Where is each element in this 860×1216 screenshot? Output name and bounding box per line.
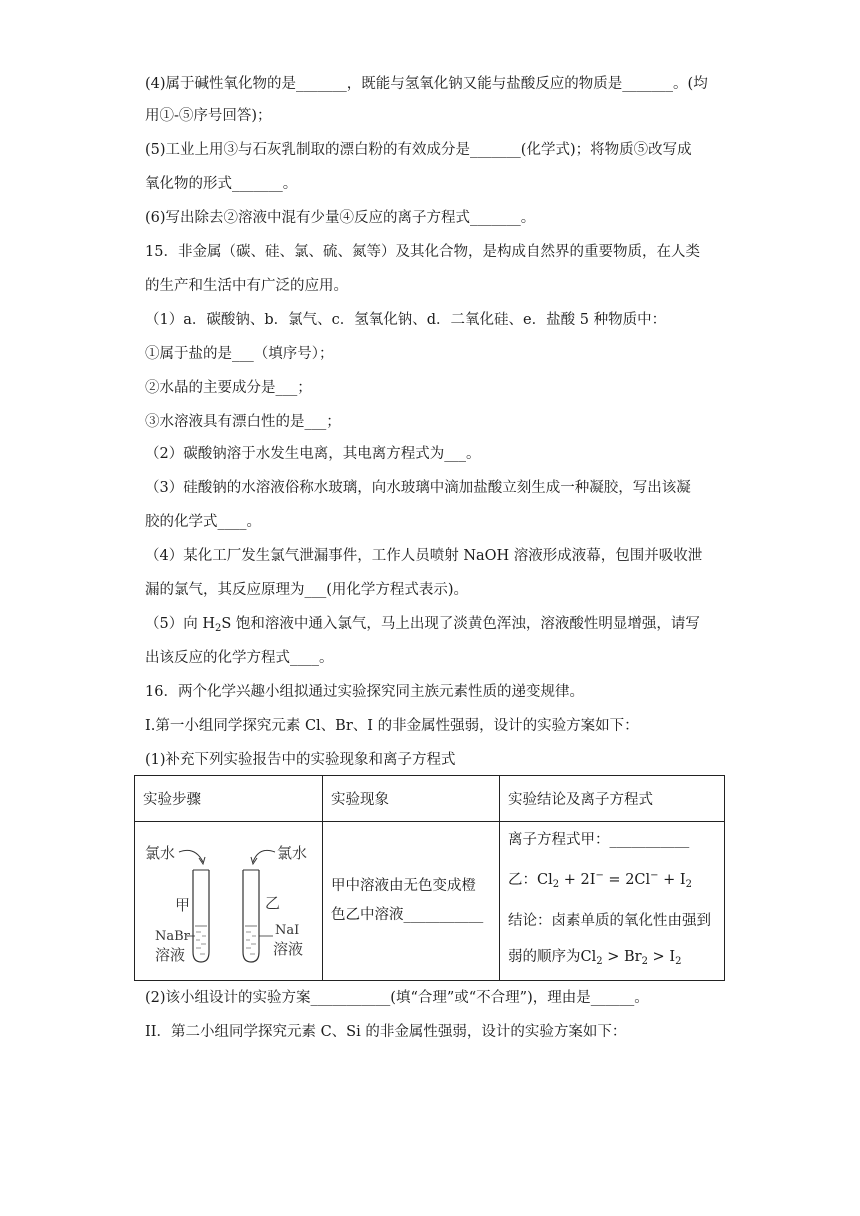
solution-label-left: 溶液 xyxy=(155,946,186,964)
header-conclusion: 实验结论及离子方程式 xyxy=(500,776,725,822)
q16-part2: (2)该小组设计的实验方案___________(填“合理”或“不合理”)，理由是______。 xyxy=(145,990,649,1006)
q16-stem: 16．两个化学兴趣小组拟通过实验探究同主族元素性质的递变规律。 xyxy=(145,684,584,700)
q16-part-i-intro: I.第一小组同学探究元素 Cl、Br、I 的非金属性强弱，设计的实验方案如下： xyxy=(145,718,639,734)
q15-part1-intro: （1）a．碳酸钠、b．氯气、c．氢氧化钠、d．二氧化硅、e．盐酸 5 种物质中： xyxy=(145,312,667,328)
diagram-cell xyxy=(135,822,323,981)
arrow-left xyxy=(179,850,203,862)
conclusion-line1: 结论：卤素单质的氧化性由强到 xyxy=(508,913,711,929)
q15-part5-rest: S 饱和溶液中通入氯气，马上出现了淡黄色浑浊，溶液酸性明显增强，请写 xyxy=(221,616,700,632)
q15-part3-line1: （3）硅酸钠的水溶液俗称水玻璃，向水玻璃中滴加盐酸立刻生成一种凝胶，写出该凝 xyxy=(145,480,691,496)
tube-b-label: 乙 xyxy=(265,894,281,912)
equation-b-prefix: 乙： xyxy=(508,872,537,888)
q15-part5-line1 xyxy=(145,614,700,639)
q15-part5-line2: 出该反应的化学方程式____。 xyxy=(145,650,334,666)
q14-part5-line2: 氧化物的形式_______。 xyxy=(145,176,298,192)
test-tube-diagram xyxy=(135,822,321,980)
q15-stem-line1: 15．非金属（碳、硅、氯、硫、氮等）及其化合物，是构成自然界的重要物质，在人类 xyxy=(145,244,700,260)
chlorine-water-label-right: 氯水 xyxy=(277,844,308,862)
equation-a: 离子方程式甲：___________ xyxy=(508,832,690,848)
nai-label: NaI xyxy=(275,923,300,938)
phenomenon-line2: 色乙中溶液___________ xyxy=(331,907,484,923)
phenomenon-line1: 甲中溶液由无色变成橙 xyxy=(331,878,476,894)
table-row xyxy=(135,822,725,981)
table-header-row xyxy=(135,776,725,822)
q16-part1: (1)补充下列实验报告中的实验现象和离子方程式 xyxy=(145,752,456,768)
phenomenon-cell xyxy=(323,822,500,981)
nabr-label: NaBr xyxy=(155,929,190,944)
tube-a-label: 甲 xyxy=(175,896,191,914)
q15-part4-line2: 漏的氯气，其反应原理为___(用化学方程式表示)。 xyxy=(145,582,469,598)
q15-part1-c: ③水溶液具有漂白性的是___； xyxy=(145,414,341,430)
header-steps: 实验步骤 xyxy=(135,776,323,822)
q15-stem-line2: 的生产和生活中有广泛的应用。 xyxy=(145,278,348,294)
q14-part6: (6)写出除去②溶液中混有少量④反应的离子方程式_______。 xyxy=(145,210,536,226)
q15-part2: （2）碳酸钠溶于水发生电离，其电离方程式为___。 xyxy=(145,446,481,462)
experiment-table xyxy=(134,775,725,981)
header-phenomenon: 实验现象 xyxy=(323,776,500,822)
q14-part4-line1: (4)属于碱性氧化物的是_______，既能与氢氧化钠又能与盐酸反应的物质是_______。(均 xyxy=(145,76,708,92)
tube-b-liquid-hatch xyxy=(246,932,256,954)
q14-part4-line2: 用①-⑤序号回答)； xyxy=(145,108,272,124)
chlorine-water-label-left: 氯水 xyxy=(145,844,176,862)
solution-label-right: 溶液 xyxy=(273,940,304,958)
tube-a-liquid-hatch xyxy=(196,932,206,954)
q16-part-ii-intro: II．第二小组同学探究元素 C、Si 的非金属性强弱，设计的实验方案如下： xyxy=(145,1024,627,1040)
q15-part1-b: ②水晶的主要成分是___； xyxy=(145,380,312,396)
equation-b: 乙：$Cl_2 + 2I^- = 2Cl^- + I_2$ xyxy=(508,870,693,890)
q15-part4-line1: （4）某化工厂发生氯气泄漏事件，工作人员喷射 NaOH 溶液形成液幕，包围并吸收泄 xyxy=(145,548,703,564)
conclusion-cell xyxy=(500,822,725,981)
q14-part5-line1: (5)工业上用③与石灰乳制取的漂白粉的有效成分是_______(化学式)；将物质⑤改写成 xyxy=(145,142,692,158)
h2s-subscript: 2 xyxy=(214,623,222,634)
q15-part3-line2: 胶的化学式____。 xyxy=(145,514,261,530)
q15-part5-prefix: （5）向 H xyxy=(145,616,215,632)
q15-part1-a: ①属于盐的是___（填序号）； xyxy=(145,346,334,362)
conclusion-line2-prefix: 弱的顺序为 xyxy=(508,949,581,965)
arrow-right xyxy=(253,850,275,862)
conclusion-line2: 弱的顺序为$Cl_2 > Br_2 > I_2$ xyxy=(508,949,682,967)
